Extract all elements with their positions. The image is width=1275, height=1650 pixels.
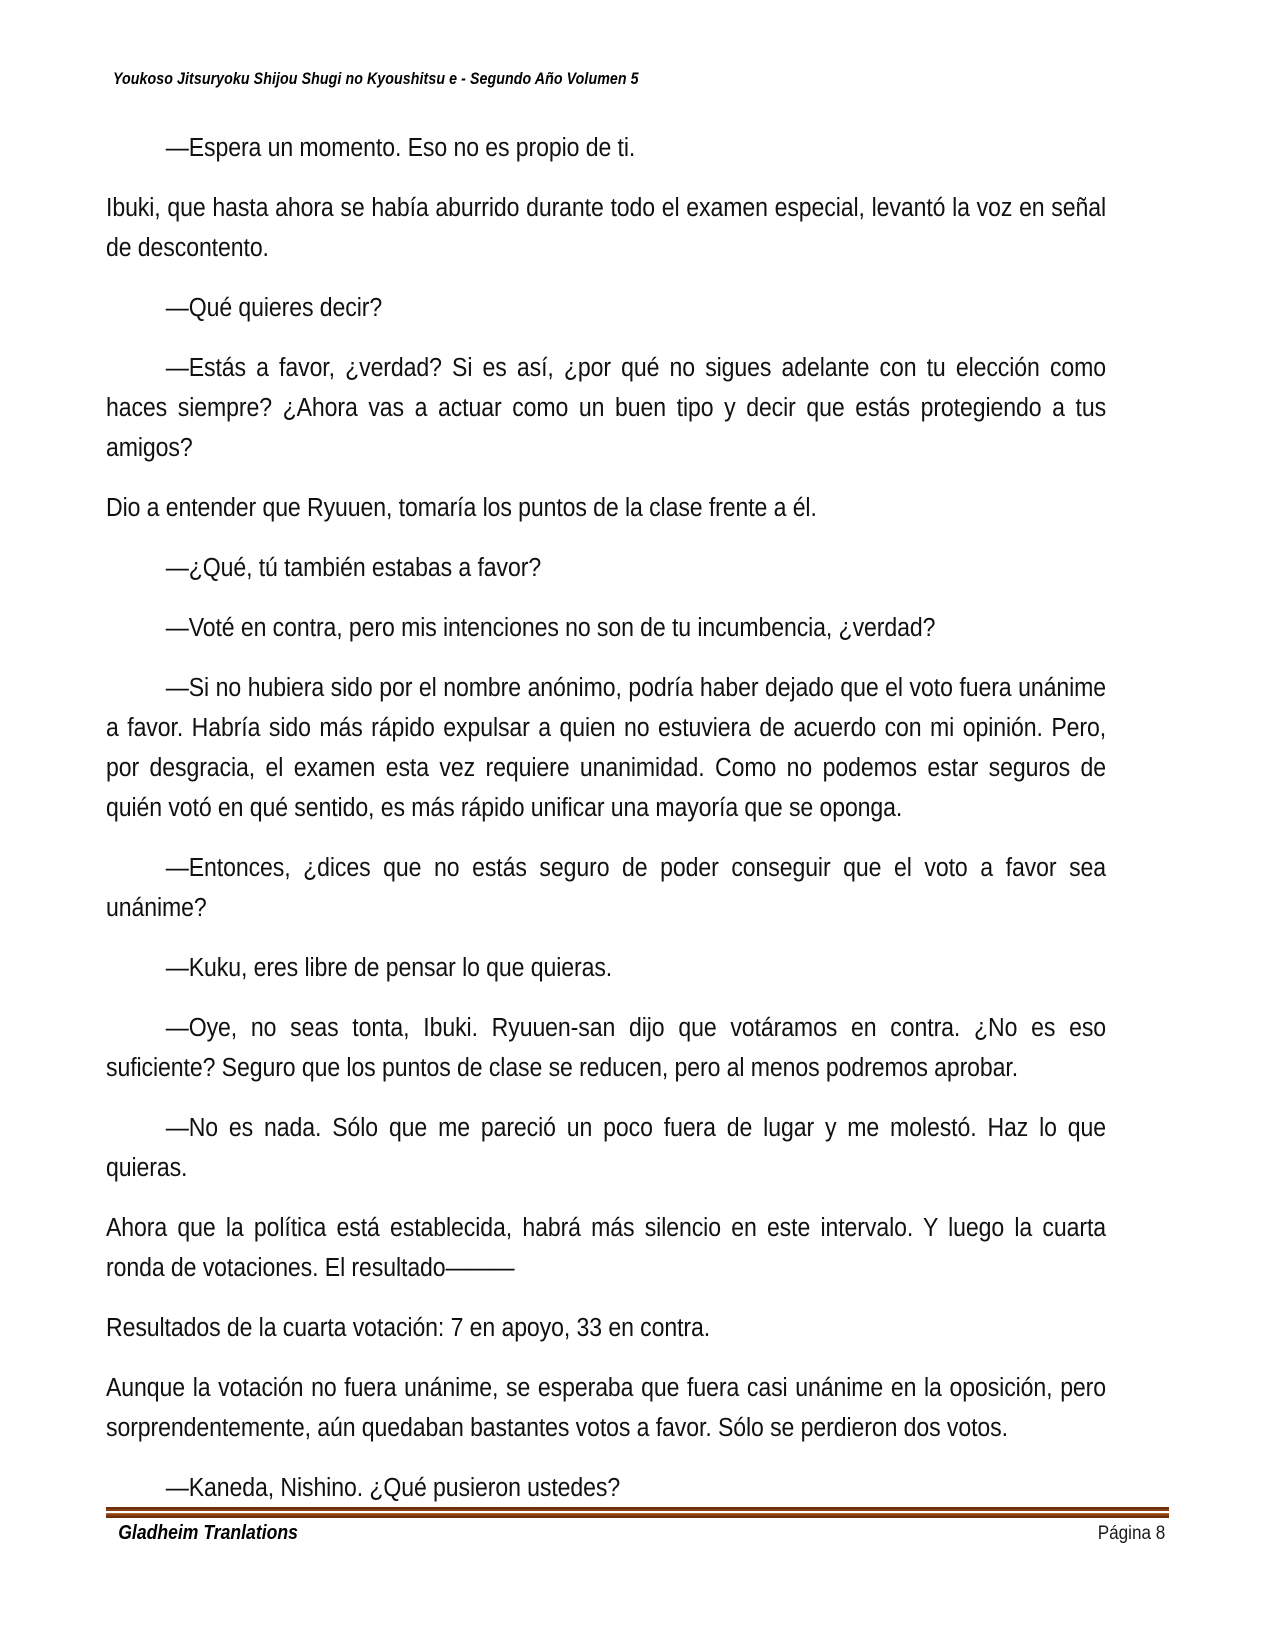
body-paragraph: —Kaneda, Nishino. ¿Qué pusieron ustedes? (165, 1474, 621, 1502)
body-text-column (106, 128, 1106, 1508)
body-paragraph: —¿Qué, tú también estabas a favor? (165, 554, 542, 582)
body-paragraph: Aunque la votación no fuera unánime, se esperaba que fuera casi unánime en la oposición, pero sorprendentemente, aún quedaban bastantes votos a favor. Sólo se perdieron dos votos. (106, 1374, 1107, 1442)
footer-page-number: Página 8 (1097, 1523, 1166, 1544)
running-header-title: Youkoso Jitsuryoku Shijou Shugi no Kyoushitsu e - Segundo Año Volumen 5 (113, 70, 639, 88)
page-footer (106, 1522, 1169, 1545)
footer-divider-rule (106, 1507, 1169, 1518)
body-paragraph: —Entonces, ¿dices que no estás seguro de poder conseguir que el voto a favor sea unánime? (106, 854, 1107, 922)
body-paragraph: Resultados de la cuarta votación: 7 en apoyo, 33 en contra. (106, 1314, 711, 1342)
body-paragraph: Ibuki, que hasta ahora se había aburrido durante todo el examen especial, levantó la voz en señal de descontento. (106, 194, 1107, 262)
body-paragraph: —Espera un momento. Eso no es propio de ti. (165, 134, 636, 162)
body-paragraph: —Oye, no seas tonta, Ibuki. Ryuuen-san dijo que votáramos en contra. ¿No es eso suficiente? Seguro que los puntos de clase se reducen, pero al menos podremos aprobar. (106, 1014, 1107, 1082)
body-paragraph: —Si no hubiera sido por el nombre anónimo, podría haber dejado que el voto fuera unánime a favor. Habría sido más rápido expulsar a quien no estuviera de acuerdo con mi opinión. Pero, por desgracia, el examen esta vez requiere unanimidad. Como no podemos estar seguros de quién votó en qué sentido, es más rápido unificar una mayoría que se oponga. (106, 674, 1107, 822)
body-paragraph: Dio a entender que Ryuuen, tomaría los puntos de la clase frente a él. (106, 494, 817, 522)
body-paragraph: —Kuku, eres libre de pensar lo que quieras. (165, 954, 613, 982)
body-paragraph: —Estás a favor, ¿verdad? Si es así, ¿por qué no sigues adelante con tu elección como haces siempre? ¿Ahora vas a actuar como un buen tipo y decir que estás protegiendo a tus amigos? (106, 354, 1107, 462)
body-paragraph: —No es nada. Sólo que me pareció un poco fuera de lugar y me molestó. Haz lo que quieras. (106, 1114, 1107, 1182)
body-paragraph: —Qué quieres decir? (165, 294, 383, 322)
body-paragraph: Ahora que la política está establecida, habrá más silencio en este intervalo. Y luego la cuarta ronda de votaciones. El resultado——— (106, 1214, 1107, 1282)
footer-credit: Gladheim Tranlations (118, 1522, 298, 1544)
body-paragraph: —Voté en contra, pero mis intenciones no son de tu incumbencia, ¿verdad? (165, 614, 936, 642)
